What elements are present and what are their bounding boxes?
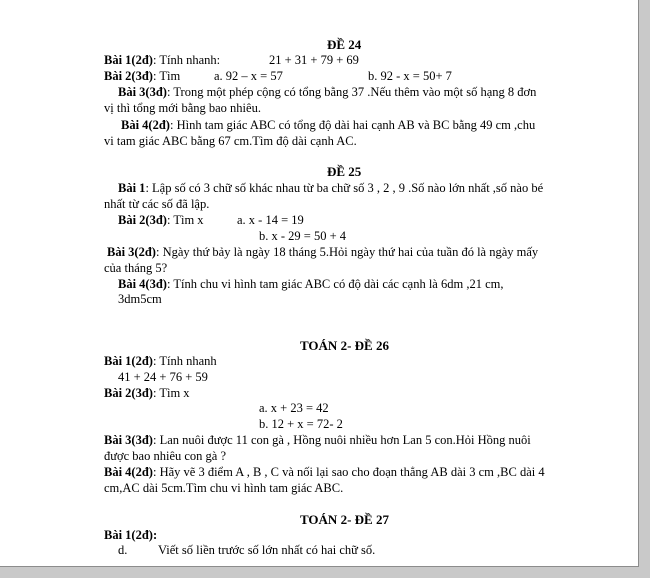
de26-bai4-text: : Hãy vẽ 3 điểm A , B , C và nối lại sao cho đoạn thẳng AB dài 3 cm ,BC dài 4 (152, 465, 545, 479)
de25-bai2 (118, 213, 204, 227)
vertical-scroll-area[interactable] (639, 0, 650, 578)
de26-bai3-line2: được bao nhiêu con gà ? (104, 449, 227, 463)
de26-bai2 (104, 386, 190, 400)
de25-bai4-line2: 3dm5cm (118, 292, 162, 306)
de27-bai1-label: Bài 1(2đ): (104, 528, 158, 542)
de26-bai2-label: Bài 2(3đ) (104, 386, 153, 400)
horizontal-scroll-area[interactable] (0, 567, 650, 578)
de25-bai2-text: : Tìm x (166, 213, 204, 227)
de24-bai4-label: Bài 4(2đ) (121, 118, 170, 132)
de25-bai2-b: b. x - 29 = 50 + 4 (259, 229, 347, 243)
de24-bai1-expr: 21 + 31 + 79 + 69 (269, 53, 359, 67)
de24-bai1-label: Bài 1(2đ) (104, 53, 153, 67)
de24-bai2-label: Bài 2(3đ) (104, 69, 153, 83)
de24-bai2-b: b. 92 - x = 50+ 7 (368, 69, 452, 83)
de25-bai2-a: a. x - 14 = 19 (237, 213, 304, 227)
de27-d-marker: d. (118, 543, 128, 557)
de25-bai4-label: Bài 4(3đ) (118, 277, 167, 291)
de26-bai2-text: : Tìm x (152, 386, 190, 400)
de26-bai1-expr: 41 + 24 + 76 + 59 (118, 370, 208, 384)
de26-bai4-line1 (104, 465, 545, 479)
de24-bai4-text: : Hình tam giác ABC có tổng độ dài hai cạnh AB và BC bằng 49 cm ,chu (169, 118, 536, 132)
de26-bai4-label: Bài 4(2đ) (104, 465, 153, 479)
de24-bai1 (104, 53, 220, 67)
de27-d-text: Viết số liền trước số lớn nhất có hai chữ số. (158, 543, 376, 557)
de27-bai1 (104, 528, 157, 542)
de26-bai2-b: b. 12 + x = 72- 2 (259, 417, 343, 431)
de25-bai3-text: : Ngày thứ bảy là ngày 18 tháng 5.Hỏi ngày thứ hai của tuần đó là ngày mấy (155, 245, 539, 259)
de24-bai2 (104, 69, 180, 83)
section-title-de24: ĐỀ 24 (327, 37, 362, 52)
de26-bai3-text: : Lan nuôi được 11 con gà , Hồng nuôi nhiều hơn Lan 5 con.Hỏi Hồng nuôi (152, 433, 531, 447)
de26-bai2-a: a. x + 23 = 42 (259, 401, 329, 415)
de24-bai2-a: a. 92 – x = 57 (214, 69, 283, 83)
de25-bai1-line1 (118, 181, 543, 195)
de24-bai2-text: : Tìm (152, 69, 181, 83)
de25-bai3-label: Bài 3(2đ) (107, 245, 156, 259)
de25-bai1-label: Bài 1 (118, 181, 146, 195)
de26-bai4-line2: cm,AC dài 5cm.Tìm chu vi hình tam giác ABC. (104, 481, 344, 495)
de25-bai3-line1 (107, 245, 538, 259)
de25-bai2-label: Bài 2(3đ) (118, 213, 167, 227)
de25-bai1-text: : Lập số có 3 chữ số khác nhau từ ba chữ số 3 , 2 , 9 .Số nào lớn nhất ,số nào bé (145, 181, 544, 195)
de24-bai3-line1 (118, 85, 536, 99)
section-title-de26: TOÁN 2- ĐỀ 26 (300, 338, 389, 353)
de24-bai4-line2: vi tam giác ABC bằng 67 cm.Tìm độ dài cạnh AC. (104, 134, 357, 148)
de25-bai4-line1 (118, 277, 503, 291)
de25-bai4-text: : Tính chu vi hình tam giác ABC có độ dài các cạnh là 6dm ,21 cm, (166, 277, 504, 291)
section-title-de27: TOÁN 2- ĐỀ 27 (300, 512, 389, 527)
de24-bai4-line1 (121, 118, 535, 132)
de26-bai1-label: Bài 1(2đ) (104, 354, 153, 368)
de25-bai3-line2: của tháng 5? (104, 261, 168, 275)
de26-bai3-label: Bài 3(3đ) (104, 433, 153, 447)
section-title-de25: ĐỀ 25 (327, 164, 362, 179)
de24-bai3-text: : Trong một phép cộng có tổng bằng 37 .Nếu thêm vào một số hạng 8 đơn (166, 85, 537, 99)
de24-bai3-line2: vị thì tổng mới bằng bao nhiêu. (104, 101, 261, 115)
de24-bai3-label: Bài 3(3đ) (118, 85, 167, 99)
de25-bai1-line2: nhất từ các số đã lập. (104, 197, 210, 211)
de24-bai1-text: : Tính nhanh: (152, 53, 221, 67)
de26-bai3-line1 (104, 433, 531, 447)
de26-bai1 (104, 354, 217, 368)
de26-bai1-text: : Tính nhanh (152, 354, 217, 368)
